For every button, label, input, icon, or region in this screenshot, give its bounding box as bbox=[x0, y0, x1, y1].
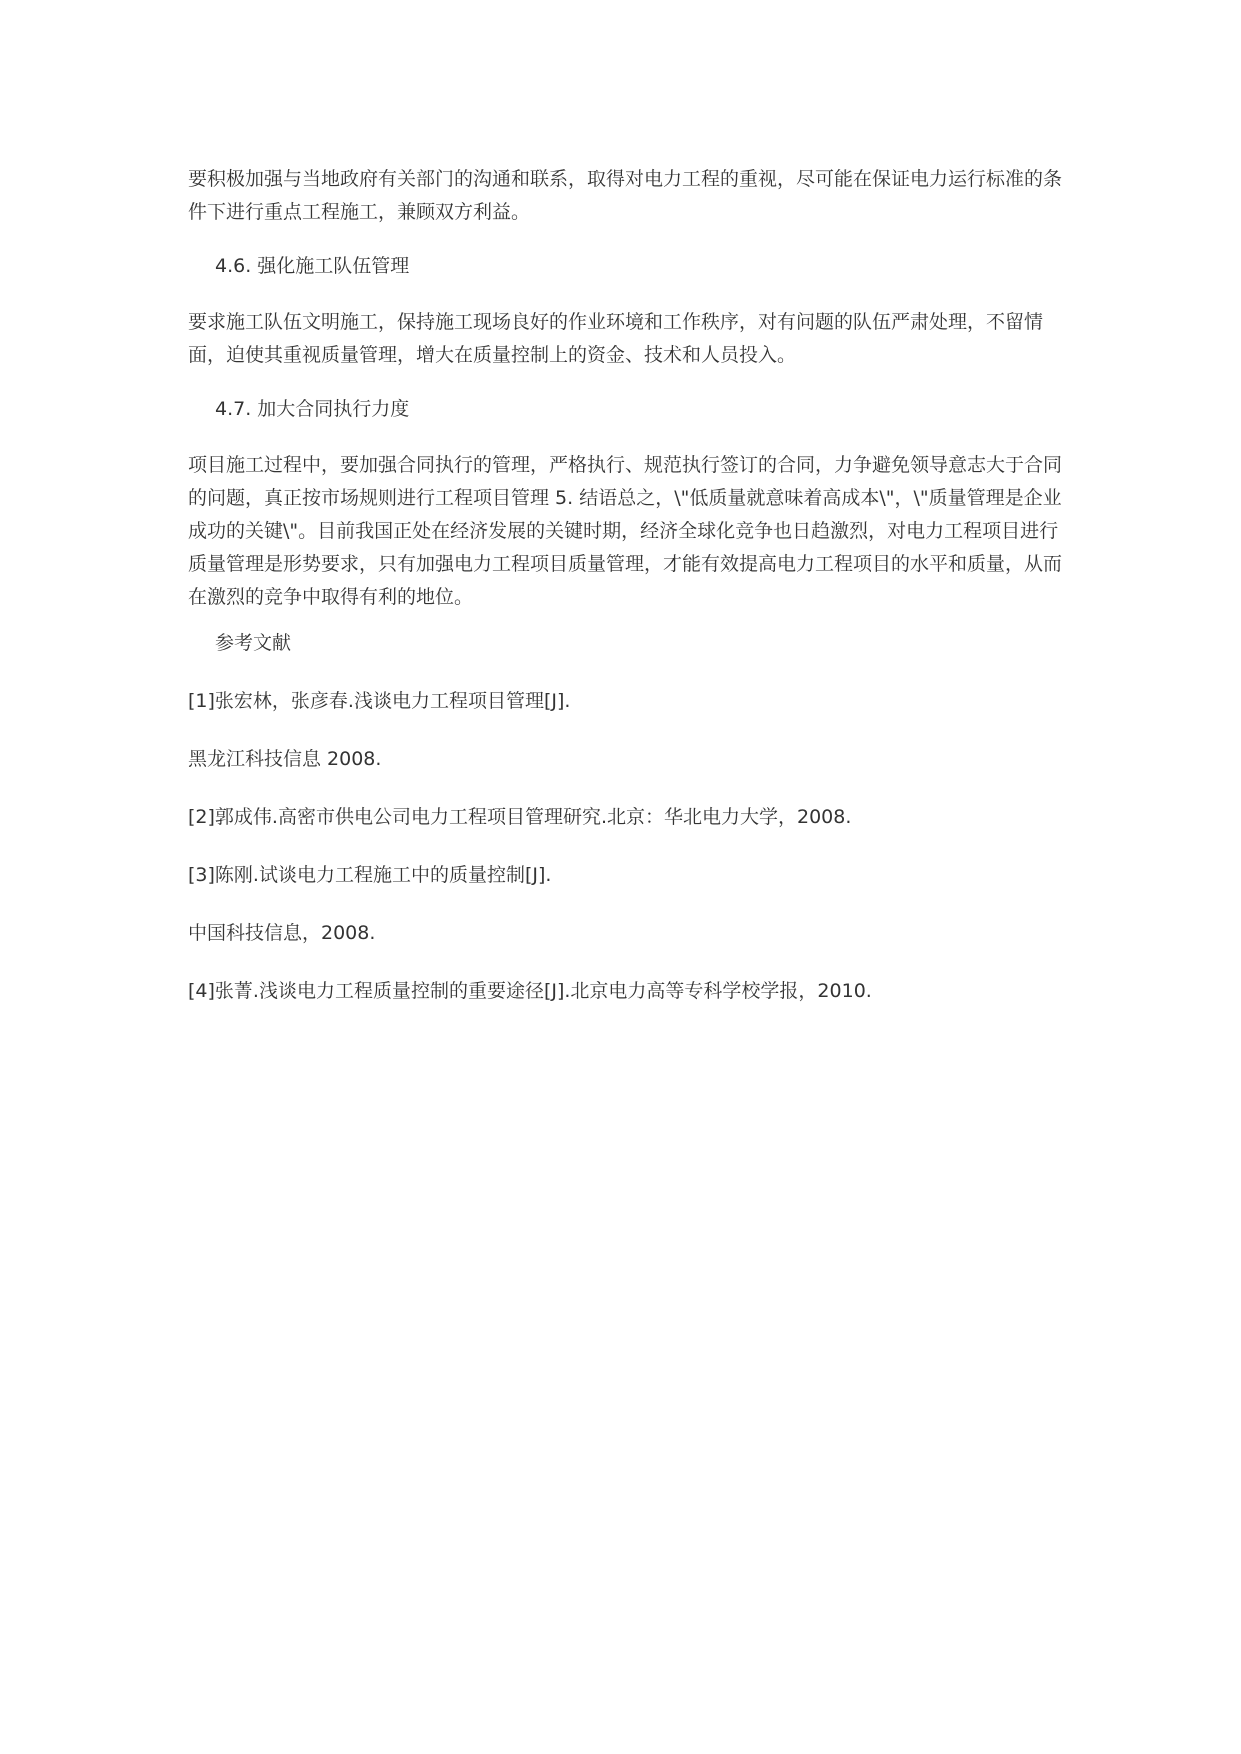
section-heading-4-6: 4.6. 强化施工队伍管理 bbox=[215, 255, 410, 277]
section-heading-4-7: 4.7. 加大合同执行力度 bbox=[215, 398, 410, 420]
reference-entry: [2]郭成伟.高密市供电公司电力工程项目管理研究.北京：华北电力大学，2008. bbox=[188, 806, 852, 828]
paragraph-government-communication: 要积极加强与当地政府有关部门的沟通和联系，取得对电力工程的重视，尽可能在保证电力运行标准的条件下进行重点工程施工，兼顾双方利益。 bbox=[188, 168, 1063, 223]
reference-entry: 中国科技信息，2008. bbox=[188, 922, 376, 944]
reference-entry: [4]张菁.浅谈电力工程质量控制的重要途径[J].北京电力高等专科学校学报，2010. bbox=[188, 980, 872, 1002]
paragraph-construction-team: 要求施工队伍文明施工，保持施工现场良好的作业环境和工作秩序，对有问题的队伍严肃处理，不留情面，迫使其重视质量管理，增大在质量控制上的资金、技术和人员投入。 bbox=[188, 311, 1044, 366]
references-heading: 参考文献 bbox=[215, 632, 292, 654]
reference-entry: [3]陈刚.试谈电力工程施工中的质量控制[J]. bbox=[188, 864, 552, 886]
reference-entry: 黑龙江科技信息 2008. bbox=[188, 748, 382, 770]
paragraph-contract-conclusion: 项目施工过程中，要加强合同执行的管理，严格执行、规范执行签订的合同，力争避免领导意志大于合同的问题，真正按市场规则进行工程项目管理 5. 结语总之，\"低质量就意味着高成本\"，\"质量管理是企业成功的关键\"。目前我国正处在经济发展的关键时期，经济全球化竞争也日趋激烈，对电力工程项目进行质量管理是形势要求，只有加强电力工程项目质量管理，才能有效提高电力工程项目的水平和质量，从而在激烈的竞争中取得有利的地位。 bbox=[188, 454, 1063, 608]
reference-entry: [1]张宏林，张彦春.浅谈电力工程项目管理[J]. bbox=[188, 690, 571, 712]
